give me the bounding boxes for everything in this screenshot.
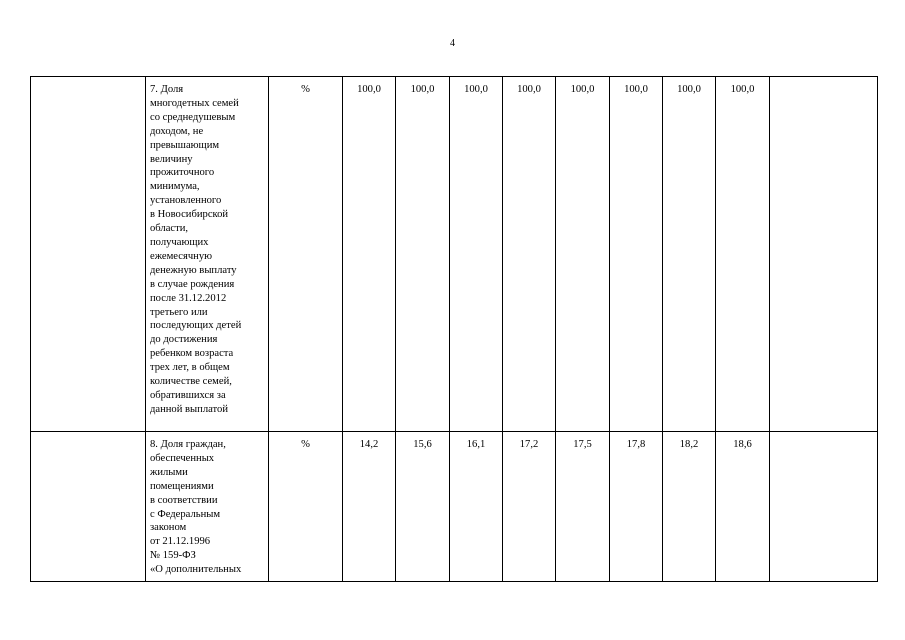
value-cell: 100,0 (556, 77, 610, 432)
value-cell: 100,0 (716, 77, 770, 432)
value-cell: 100,0 (396, 77, 450, 432)
value-cell: 17,2 (503, 432, 556, 582)
table-row (31, 77, 878, 432)
indicator-description: 8. Доля граждан, обеспеченных жилыми помещениями в соответствии с Федеральным законом от 21.12.1996 № 159-ФЗ «О дополнительных (146, 432, 269, 582)
indicator-description: 7. Доля многодетных семей со среднедушевым доходом, не превышающим величину прожиточного минимума, установленного в Новосибирской области, получающих ежемесячную денежную выплату в случае рождения после 31.12.2012 третьего или последующих детей до достижения ребенком возраста трех лет, в общем количестве семей, обратившихся за данной выплатой (146, 77, 269, 432)
value-cell: 100,0 (343, 77, 396, 432)
empty-cell (31, 77, 146, 432)
value-cell: 17,5 (556, 432, 610, 582)
value-cell: 100,0 (503, 77, 556, 432)
value-cell: 100,0 (663, 77, 716, 432)
page-number: 4 (450, 38, 455, 49)
empty-cell (31, 432, 146, 582)
value-cell: 14,2 (343, 432, 396, 582)
value-cell: 100,0 (450, 77, 503, 432)
value-cell: 18,6 (716, 432, 770, 582)
indicators-table (30, 76, 878, 582)
empty-cell (770, 77, 878, 432)
unit-cell: % (269, 77, 343, 432)
unit-cell: % (269, 432, 343, 582)
table-row (31, 432, 878, 582)
value-cell: 15,6 (396, 432, 450, 582)
value-cell: 17,8 (610, 432, 663, 582)
value-cell: 100,0 (610, 77, 663, 432)
empty-cell (770, 432, 878, 582)
value-cell: 16,1 (450, 432, 503, 582)
value-cell: 18,2 (663, 432, 716, 582)
